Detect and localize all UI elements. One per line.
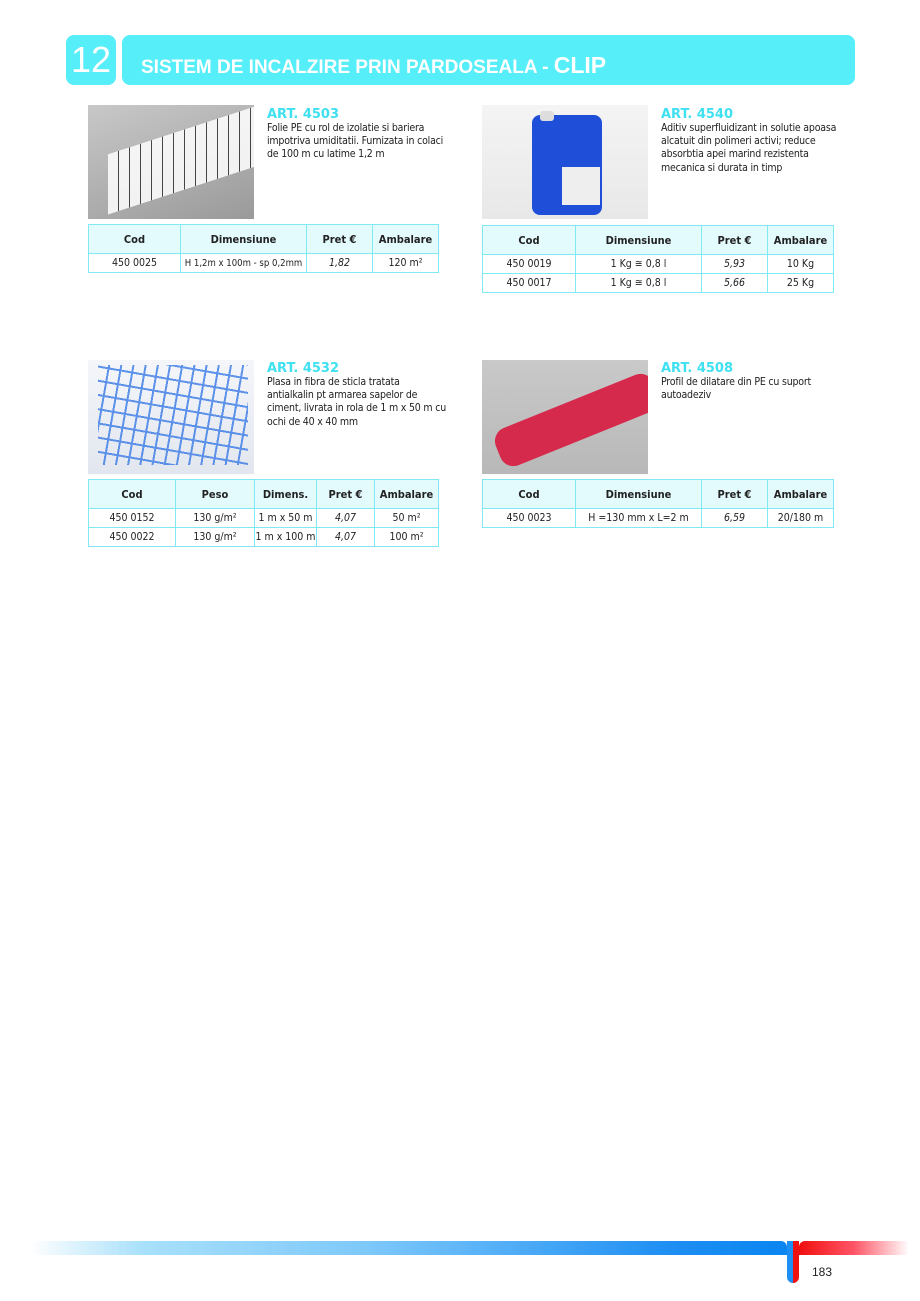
- table-cell: H =130 mm x L=2 m: [576, 509, 702, 528]
- product-description: Profil de dilatare din PE cu suport autoadeziv: [661, 376, 812, 402]
- table-cell: 1 m x 50 m: [255, 509, 317, 528]
- table-cell: H 1,2m x 100m - sp 0,2mm: [181, 254, 307, 273]
- table-cell: 20/180 m: [768, 509, 834, 528]
- product-article: ART. 4508: [661, 361, 734, 376]
- column-header: Dimensiune: [181, 225, 307, 254]
- footer-pipe-drop: [787, 1241, 799, 1283]
- table-row: [89, 509, 439, 528]
- table-cell: 1 m x 100 m: [255, 528, 317, 547]
- table-cell: 10 Kg: [768, 255, 834, 274]
- table-cell: 5,93: [702, 255, 768, 274]
- table-cell: 130 g/m²: [176, 528, 255, 547]
- column-header: Ambalare: [768, 226, 834, 255]
- page-title: [122, 35, 855, 85]
- product-description: Aditiv superfluidizant in solutie apoasa alcatuit din polimeri activi; reduce absorbtia apei marind rezistenta mecanica si durata in timp: [661, 122, 837, 174]
- product-article: ART. 4532: [267, 361, 340, 376]
- additive-canister-image: [482, 105, 648, 219]
- table-cell: 25 Kg: [768, 274, 834, 293]
- column-header: Pret €: [702, 480, 768, 509]
- product-description: Plasa in fibra de sticla tratata antialkalin pt armarea sapelor de ciment, livrata in rola de 1 m x 50 m cu ochi de 40 x 40 mm: [267, 376, 446, 428]
- table-cell: 450 0019: [483, 255, 576, 274]
- column-header: Dimensiune: [576, 226, 702, 255]
- column-header: Cod: [483, 226, 576, 255]
- column-header: Pret €: [702, 226, 768, 255]
- column-header: Peso: [176, 480, 255, 509]
- column-header: Pret €: [307, 225, 373, 254]
- footer-bar-red: [799, 1241, 909, 1255]
- product-table: [482, 225, 834, 293]
- table-cell: 1 Kg ≅ 0,8 l: [576, 255, 702, 274]
- table-cell: 50 m²: [375, 509, 439, 528]
- column-header: Pret €: [317, 480, 375, 509]
- footer-bar-blue: [30, 1241, 787, 1255]
- title-text: SISTEM DE INCALZIRE PRIN PARDOSEALA -: [141, 57, 554, 78]
- column-header: Cod: [89, 480, 176, 509]
- column-header: Dimens.: [255, 480, 317, 509]
- table-cell: 450 0022: [89, 528, 176, 547]
- column-header: Cod: [483, 480, 576, 509]
- product-table: [88, 479, 439, 547]
- table-cell: 100 m²: [375, 528, 439, 547]
- pe-foil-roll-image: [88, 105, 254, 219]
- table-cell: 120 m²: [373, 254, 439, 273]
- fiberglass-mesh-image: [88, 360, 254, 474]
- table-cell: 450 0025: [89, 254, 181, 273]
- table-cell: 6,59: [702, 509, 768, 528]
- expansion-profile-image: [482, 360, 648, 474]
- table-row: [89, 528, 439, 547]
- column-header: Dimensiune: [576, 480, 702, 509]
- chapter-number: 12: [66, 35, 116, 85]
- table-cell: 5,66: [702, 274, 768, 293]
- table-cell: 450 0017: [483, 274, 576, 293]
- title-bold: CLIP: [553, 52, 607, 78]
- table-header: [483, 480, 834, 509]
- table-row: [483, 509, 834, 528]
- product-table: [88, 224, 439, 273]
- table-row: [483, 255, 834, 274]
- column-header: Cod: [89, 225, 181, 254]
- product-article: ART. 4540: [661, 107, 734, 122]
- table-header: [89, 225, 439, 254]
- table-cell: 130 g/m²: [176, 509, 255, 528]
- table-cell: 4,07: [317, 509, 375, 528]
- table-cell: 1 Kg ≅ 0,8 l: [576, 274, 702, 293]
- column-header: Ambalare: [375, 480, 439, 509]
- table-cell: 450 0152: [89, 509, 176, 528]
- table-header: [483, 226, 834, 255]
- table-cell: 450 0023: [483, 509, 576, 528]
- table-row: [483, 274, 834, 293]
- product-table: [482, 479, 834, 528]
- product-description: Folie PE cu rol de izolatie si bariera impotriva umiditatii. Furnizata in colaci de 100 m cu latime 1,2 m: [267, 122, 444, 161]
- table-row: [89, 254, 439, 273]
- column-header: Ambalare: [768, 480, 834, 509]
- table-cell: 4,07: [317, 528, 375, 547]
- product-article: ART. 4503: [267, 107, 340, 122]
- page-number: 183: [812, 1265, 833, 1279]
- table-header: [89, 480, 439, 509]
- column-header: Ambalare: [373, 225, 439, 254]
- table-cell: 1,82: [307, 254, 373, 273]
